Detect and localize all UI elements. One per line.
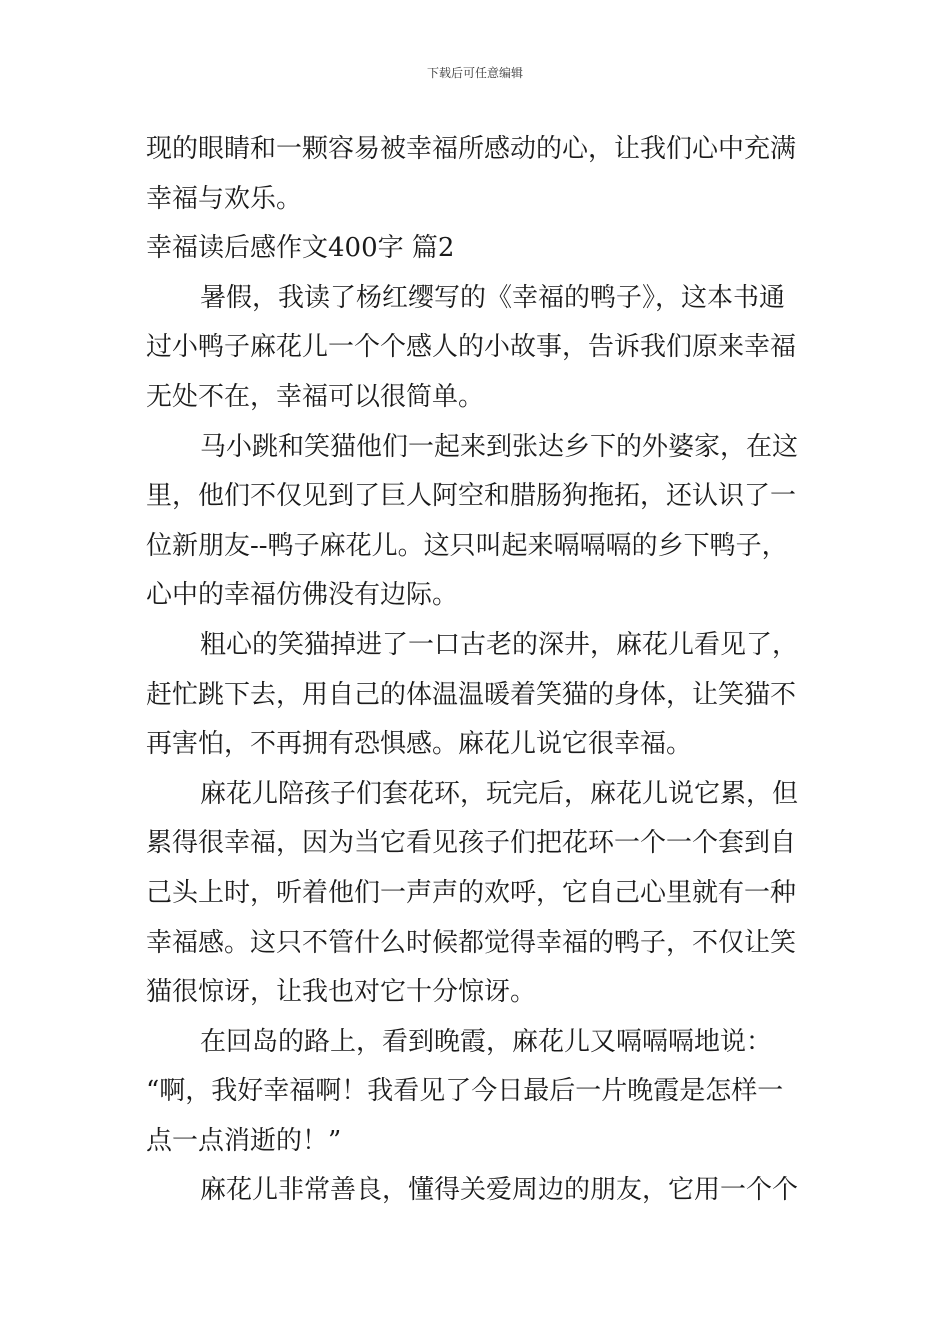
text-line: “啊，我好幸福啊！我看见了今日最后一片晚霞是怎样一 xyxy=(146,1076,784,1107)
paragraph-start-line: 麻花儿陪孩子们套花环，玩完后，麻花儿说它累，但 xyxy=(200,778,799,809)
page-header: 下载后可任意编辑 xyxy=(426,66,523,80)
text-line: 无处不在，幸福可以很简单。 xyxy=(146,381,485,412)
text-line: 赶忙跳下去，用自己的体温温暖着笑猫的身体，让笑猫不 xyxy=(146,679,797,710)
paragraph-start-line: 粗心的笑猫掉进了一口古老的深井，麻花儿看见了， xyxy=(200,629,799,660)
text-line: 幸福感。这只不管什么时候都觉得幸福的鸭子，不仅让笑 xyxy=(146,927,797,958)
paragraph-start-line: 暑假，我读了杨红缨写的《幸福的鸭子》，这本书通 xyxy=(200,282,786,313)
text-line: 幸福与欢乐。 xyxy=(146,183,303,214)
text-line: 己头上时，听着他们一声声的欢呼，它自己心里就有一种 xyxy=(146,877,797,908)
text-line: 里，他们不仅见到了巨人阿空和腊肠狗拖拓，还认识了一 xyxy=(146,481,797,512)
text-line: 猫很惊讶，让我也对它十分惊讶。 xyxy=(146,977,537,1008)
text-line: 现的眼睛和一颗容易被幸福所感动的心，让我们心中充满 xyxy=(146,134,797,164)
text-line: 心中的幸福仿佛没有边际。 xyxy=(146,580,459,611)
text-line: 过小鸭子麻花儿一个个感人的小故事，告诉我们原来幸福 xyxy=(146,332,797,363)
paragraph-start-line: 麻花儿非常善良，懂得关爱周边的朋友，它用一个个 xyxy=(200,1175,799,1206)
paragraph-start-line: 马小跳和笑猫他们一起来到张达乡下的外婆家，在这 xyxy=(200,431,799,462)
section-title: 幸福读后感作文400字 篇2 xyxy=(146,233,455,264)
text-line: 点一点消逝的！” xyxy=(146,1125,342,1156)
text-line: 再害怕，不再拥有恐惧感。麻花儿说它很幸福。 xyxy=(146,729,693,760)
text-line: 位新朋友--鸭子麻花儿。这只叫起来嗝嗝嗝的乡下鸭子， xyxy=(146,530,788,561)
document-body xyxy=(146,125,811,1216)
paragraph-start-line: 在回岛的路上，看到晚霞，麻花儿又嗝嗝嗝地说： xyxy=(200,1026,773,1057)
text-line: 累得很幸福，因为当它看见孩子们把花环一个一个套到自 xyxy=(146,828,797,859)
